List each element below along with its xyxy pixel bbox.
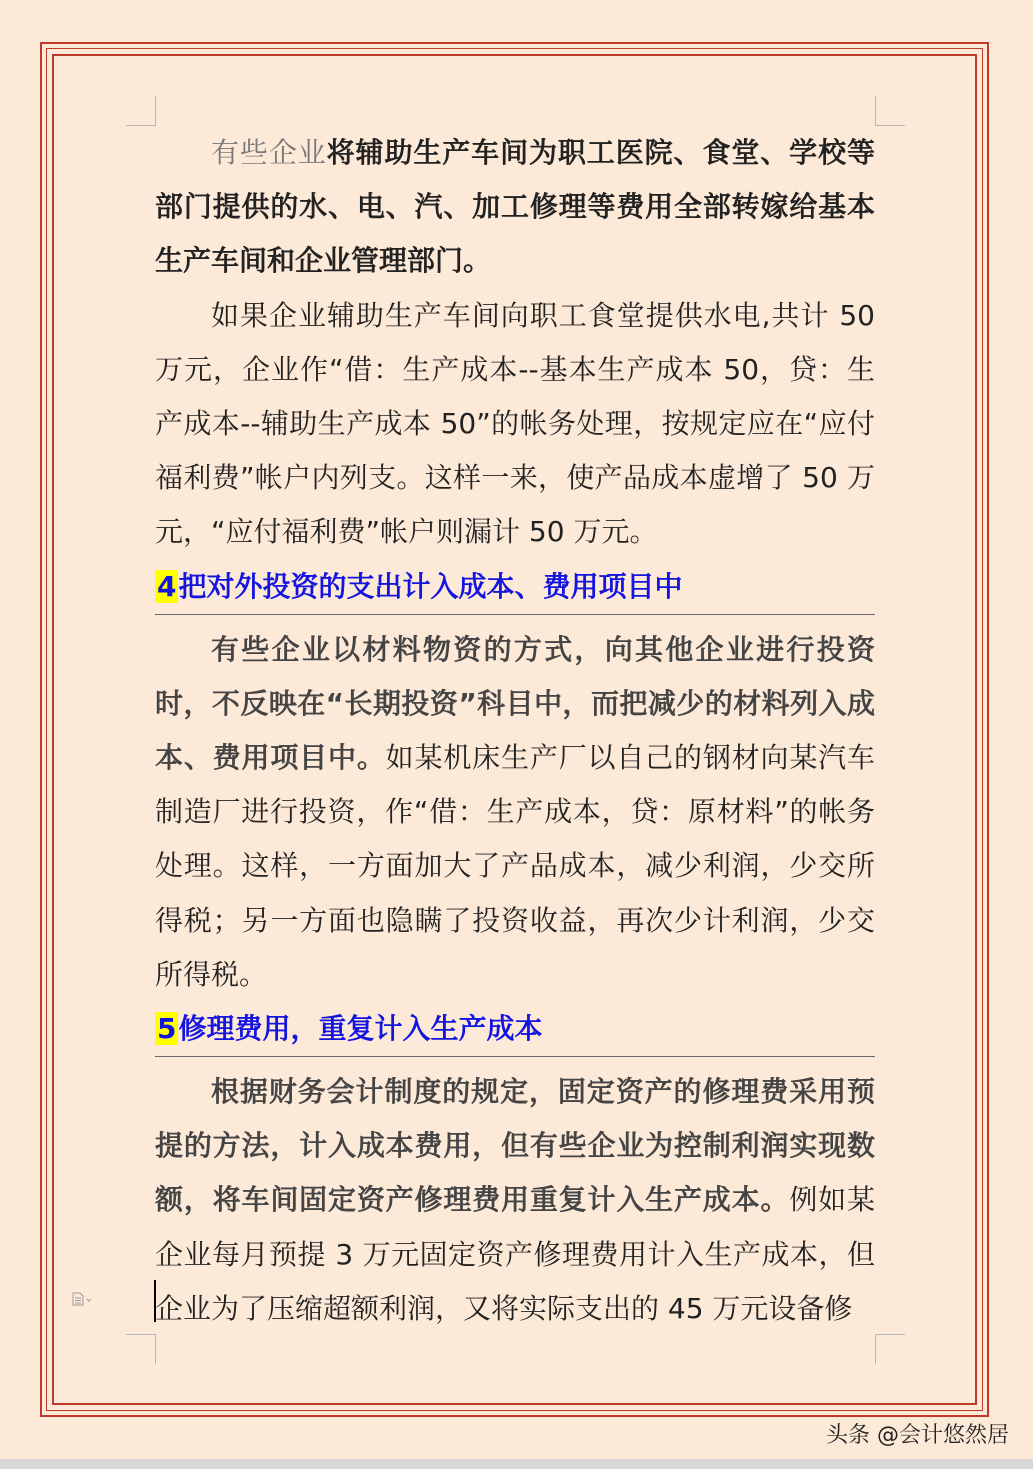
- source-watermark: 头条 @会计悠然居: [826, 1423, 1009, 1448]
- paragraph-1: [155, 126, 875, 289]
- document-icon-glyph: [72, 1292, 94, 1306]
- crop-mark-top-left: [126, 96, 156, 126]
- heading-4-number: 4: [157, 569, 177, 603]
- paragraph-4-normal: 例如某企业每月预提 3 万元固定资产修理费用计入生产成本，但企业为了压缩超额利润，又将实际支出的 45 万元设备修: [155, 1183, 875, 1325]
- document-icon[interactable]: [72, 1292, 94, 1310]
- section-heading-4: [155, 560, 875, 615]
- section-heading-5: [155, 1002, 875, 1057]
- paragraph-4-bold: 根据财务会计制度的规定，固定资产的修理费采用预提的方法，计入成本费用，但有些企业为控制利润实现数额，将车间固定资产修理费用重复计入生产成本。: [155, 1075, 875, 1217]
- paragraph-1-bold: 将辅助生产车间为职工医院、食堂、学校等部门提供的水、电、汽、加工修理等费用全部转嫁给基本生产车间和企业管理部门。: [155, 136, 875, 278]
- bottom-gray-bar: [0, 1459, 1033, 1469]
- crop-mark-bottom-right: [875, 1334, 905, 1364]
- paragraph-2: 如果企业辅助生产车间向职工食堂提供水电,共计 50 万元，企业作“借：生产成本--基本生产成本 50，贷：生产成本--辅助生产成本 50”的帐务处理，按规定应在“应付福利费”帐户内列支。这样一来，使产品成本虚增了 50 万元，“应付福利费”帐户则漏计 50 万元。: [155, 298, 875, 549]
- heading-4-text: 把对外投资的支出计入成本、费用项目中: [178, 569, 683, 603]
- paragraph-3: [155, 623, 875, 1002]
- crop-mark-top-right: [875, 96, 905, 126]
- text-cursor: [154, 1280, 156, 1322]
- paragraph-1-lead: 有些企业: [211, 136, 327, 169]
- heading-5-number: 5: [157, 1012, 177, 1046]
- document-body[interactable]: [155, 126, 875, 1336]
- crop-mark-bottom-left: [126, 1334, 156, 1364]
- paragraph-4: [155, 1065, 875, 1336]
- paragraph-3-normal: 如某机床生产厂以自己的钢材向某汽车制造厂进行投资，作“借：生产成本，贷：原材料”的帐务处理。这样，一方面加大了产品成本，减少利润，少交所得税；另一方面也隐瞒了投资收益，再次少计利润，少交所得税。: [155, 741, 875, 991]
- paragraph-3-bold: 有些企业以材料物资的方式，向其他企业进行投资时，不反映在“长期投资”科目中，而把减少的材料列入成本、费用项目中。: [155, 632, 875, 775]
- heading-5-text: 修理费用，重复计入生产成本: [178, 1012, 543, 1046]
